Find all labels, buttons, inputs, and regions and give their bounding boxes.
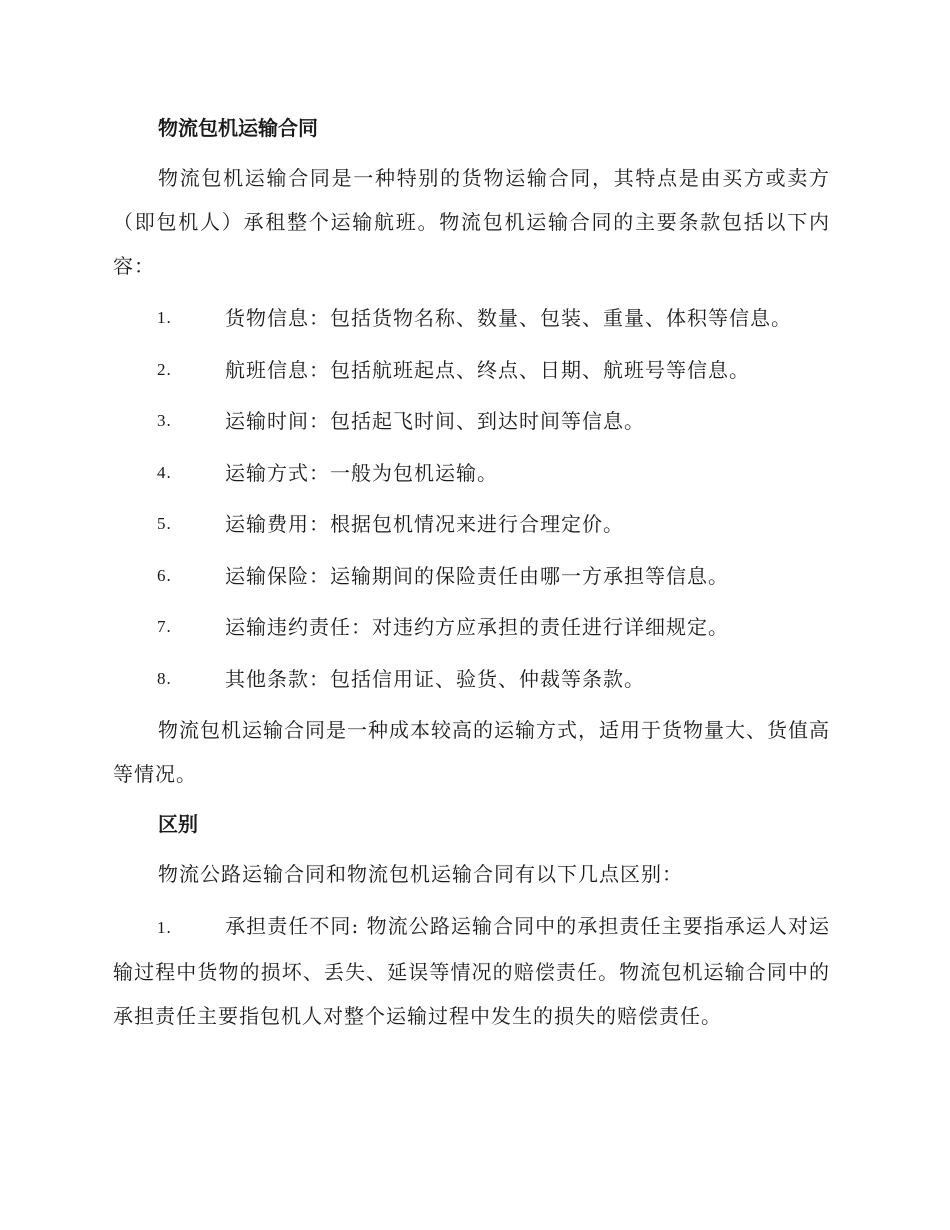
section-heading-differences: 区别 [158,812,198,836]
list-item [113,451,830,503]
differences-intro-paragraph: 物流公路运输合同和物流包机运输合同有以下几点区别： [158,862,683,886]
differences-list-item [113,904,830,1038]
list-item [113,554,830,606]
list-item-text: 货物信息：包括货物名称、数量、包装、重量、体积等信息。 [225,306,792,330]
list-item-text: 承担责任不同: 物流公路运输合同中的承担责任主要指承运人对运输过程中货物的损坏、丢失、延误等情况的赔偿责任。物流包机运输合同中的承担责任主要指包机人对整个运输过程中发生的损失的赔偿责任。 [113,914,830,1028]
list-item-text: 航班信息：包括航班起点、终点、日期、航班号等信息。 [225,357,750,382]
list-item-number: 7. [157,617,172,636]
list-item-number: 4. [157,462,172,482]
intro-paragraph: 物流包机运输合同是一种特别的货物运输合同，其特点是由买方或卖方（即包机人）承租整个运输航班。物流包机运输合同的主要条款包括以下内容： [113,166,830,278]
section-heading-charter-contract: 物流包机运输合同 [158,116,318,140]
list-item-number: 3. [157,411,172,430]
list-item-text: 运输违约责任：对违约方应承担的责任进行详细规定。 [225,615,729,639]
list-item [113,502,830,554]
list-item-text: 运输费用：根据包机情况来进行合理定价。 [225,512,624,536]
list-item [113,348,830,400]
list-item-text: 其他条款：包括信用证、验货、仲裁等条款。 [225,666,645,691]
list-item-number: 1. [157,308,172,327]
list-item [113,657,830,709]
list-item [113,399,830,451]
summary-paragraph: 物流包机运输合同是一种成本较高的运输方式，适用于货物量大、货值高等情况。 [113,718,830,786]
list-item-text: 运输时间：包括起飞时间、到达时间等信息。 [225,409,645,433]
list-item [113,296,830,348]
list-item-number: 8. [157,668,172,688]
list-item-number: 5. [157,514,172,533]
list-item [113,605,830,657]
list-item-text: 运输方式：一般为包机运输。 [225,460,498,485]
clause-list [113,296,830,708]
list-item-text: 运输保险：运输期间的保险责任由哪一方承担等信息。 [225,563,729,588]
document-body [113,108,830,1038]
list-item-number: 6. [157,565,172,585]
list-item-number: 1. [157,918,172,937]
list-item-number: 2. [157,359,172,379]
